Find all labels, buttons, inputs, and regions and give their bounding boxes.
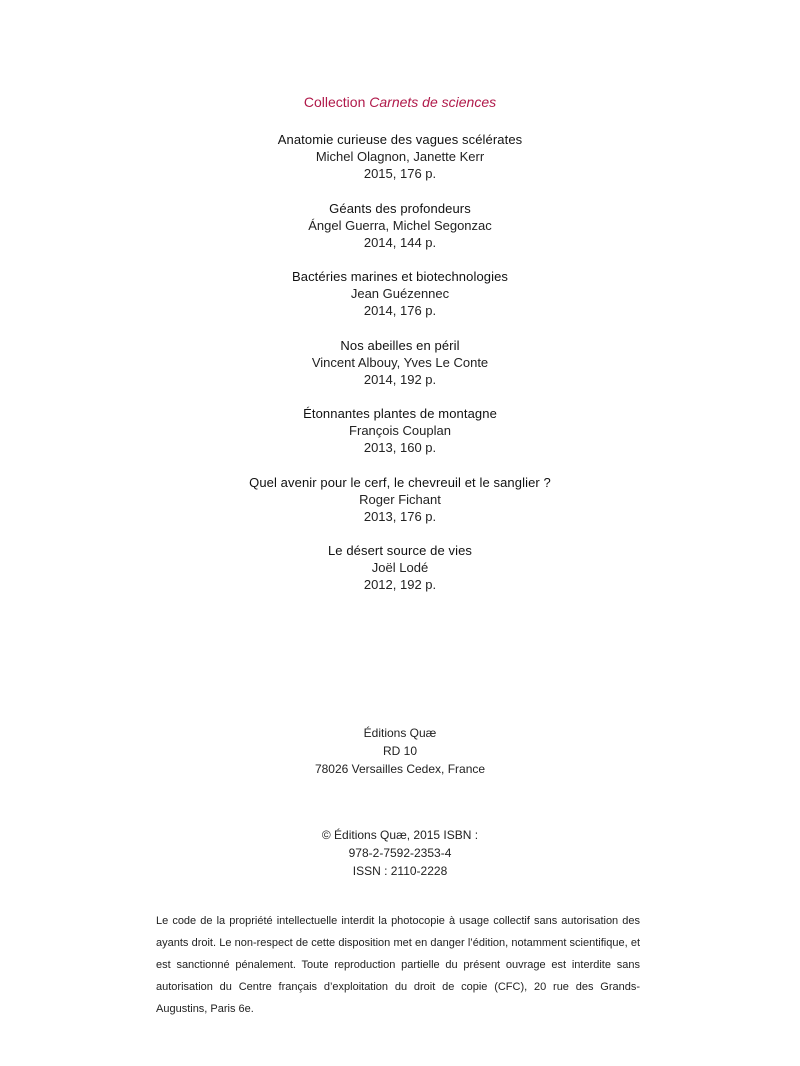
book-details: 2014, 176 p. xyxy=(363,303,437,318)
book-title: Nos abeilles en péril xyxy=(340,337,460,353)
book-title: Géants des profondeurs xyxy=(329,200,471,216)
copyright-line: © Éditions Quæ, 2015 ISBN : xyxy=(321,828,479,842)
book-entry xyxy=(0,405,800,474)
publisher-name: Éditions Quæ xyxy=(363,726,437,740)
book-entry xyxy=(0,474,800,543)
book-entry xyxy=(0,268,800,337)
collection-heading xyxy=(0,93,800,111)
copyright-block xyxy=(0,826,800,880)
book-authors: Roger Fichant xyxy=(359,491,441,507)
book-authors: François Couplan xyxy=(349,423,451,438)
book-details: 2014, 144 p. xyxy=(363,234,437,250)
book-entry xyxy=(0,131,800,200)
legal-notice: Le code de la propriété intellectuelle interdit la photocopie à usage collectif sans autorisation des ayants droit. Le non-respect de cette disposition met en danger l’édition, notamment scientifique, et est sanctionné pénalement. Toute reproduction partielle du présent ouvrage est interdite sans autorisation du Centre français d’exploitation du droit de copie (CFC), 20 rue des Grands-Augustins, Paris 6e. xyxy=(156,915,640,1015)
publisher-city: 78026 Versailles Cedex, France xyxy=(314,762,486,776)
book-authors: Joël Lodé xyxy=(371,560,429,575)
publisher-address xyxy=(0,724,800,778)
isbn-number: 978-2-7592-2353-4 xyxy=(348,846,452,860)
book-title: Anatomie curieuse des vagues scélérates xyxy=(277,132,523,147)
book-authors: Jean Guézennec xyxy=(350,286,450,301)
publisher-road: RD 10 xyxy=(382,744,417,758)
issn-number: ISSN : 2110-2228 xyxy=(352,864,448,878)
collection-prefix: Collection xyxy=(303,94,366,110)
book-title: Le désert source de vies xyxy=(327,543,473,558)
book-title: Étonnantes plantes de montagne xyxy=(303,406,497,421)
book-title: Bactéries marines et biotechnologies xyxy=(291,269,509,284)
book-details: 2013, 176 p. xyxy=(363,508,437,524)
book-entry xyxy=(0,542,800,611)
book-entry xyxy=(0,337,800,406)
collection-series-name: Carnets de sciences xyxy=(369,94,497,110)
book-details: 2015, 176 p. xyxy=(363,166,437,181)
book-entry xyxy=(0,200,800,269)
book-authors: Michel Olagnon, Janette Kerr xyxy=(315,149,485,164)
book-list xyxy=(0,131,800,611)
book-authors: Vincent Albouy, Yves Le Conte xyxy=(311,354,489,370)
book-title: Quel avenir pour le cerf, le chevreuil et le sanglier ? xyxy=(249,474,551,490)
book-details: 2014, 192 p. xyxy=(363,371,437,387)
book-details: 2012, 192 p. xyxy=(363,577,437,592)
book-details: 2013, 160 p. xyxy=(363,440,437,455)
book-authors: Ángel Guerra, Michel Segonzac xyxy=(308,217,492,233)
